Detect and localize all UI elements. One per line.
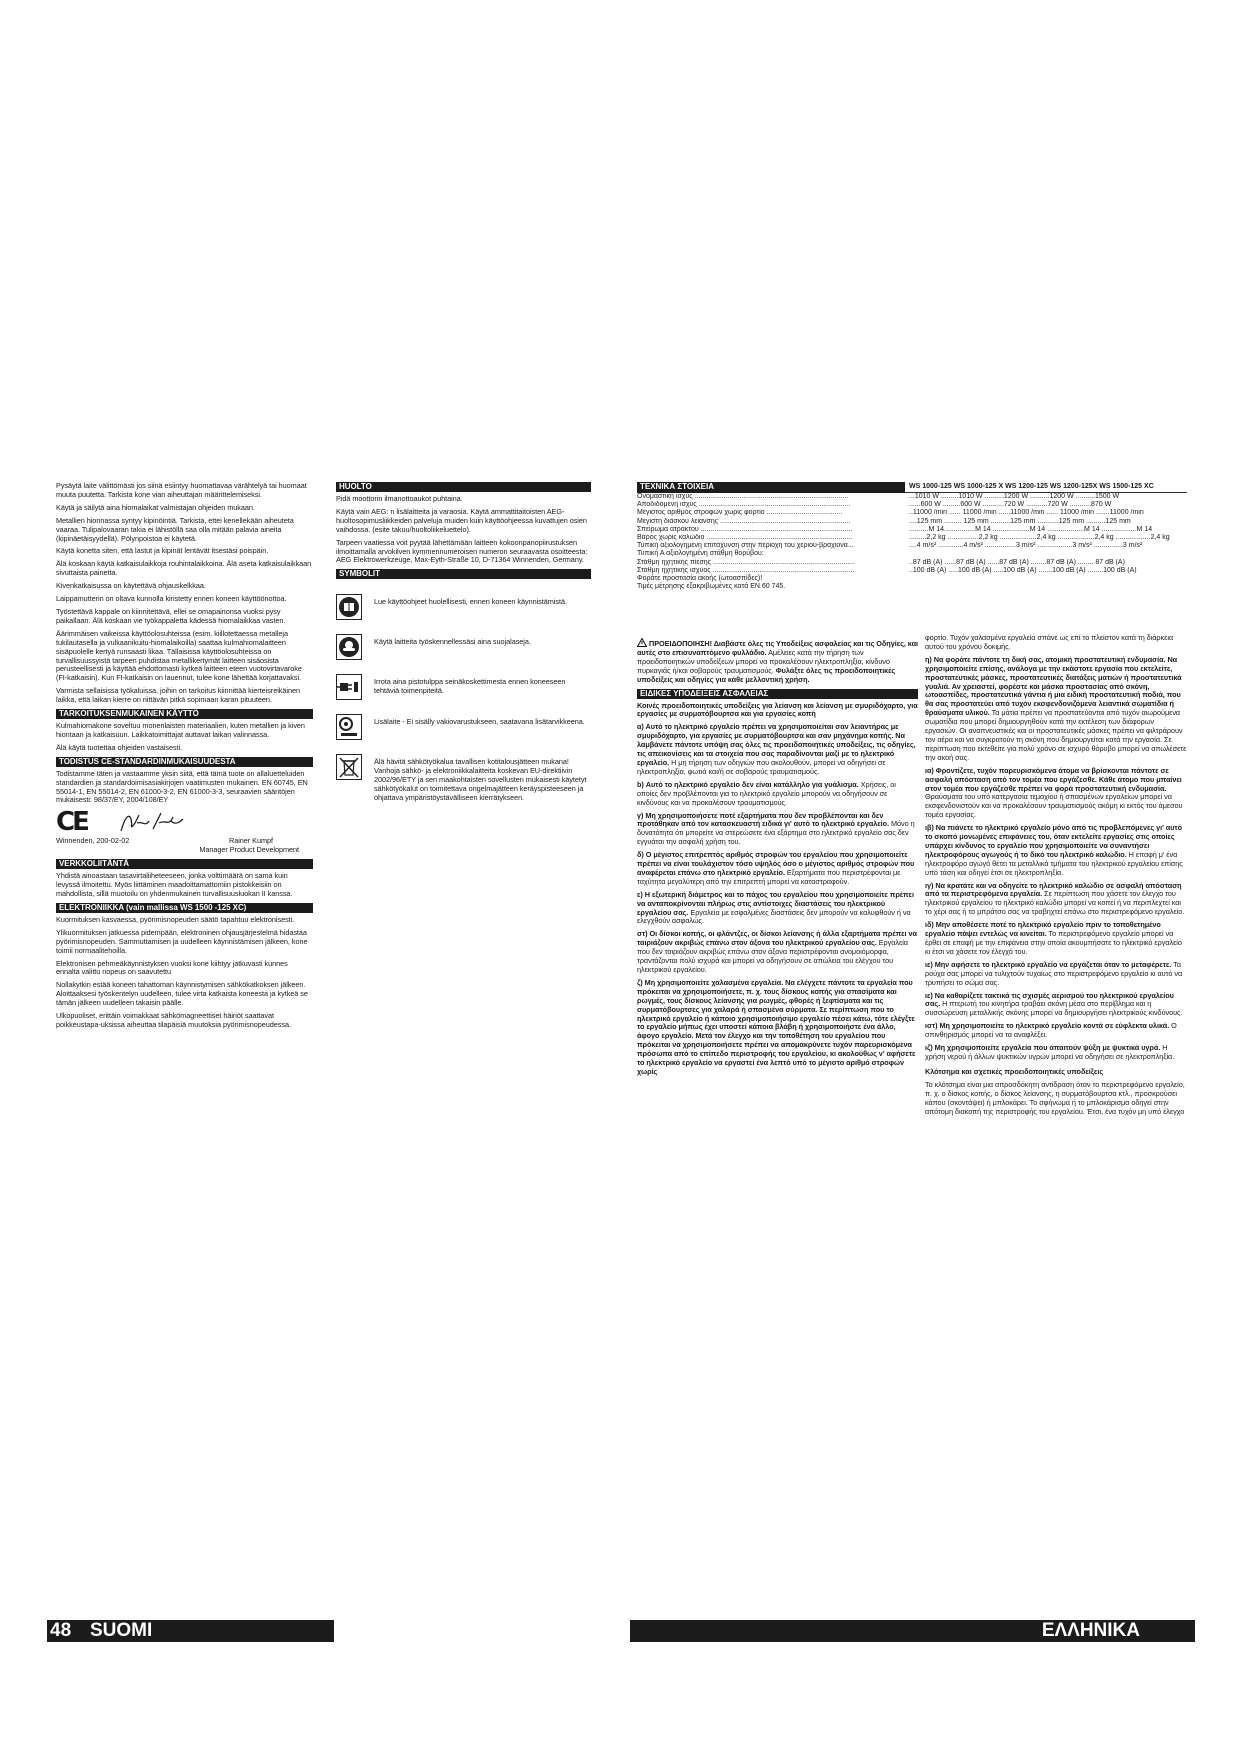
safety-item <box>925 634 1188 652</box>
safety-item <box>925 1022 1188 1040</box>
safety-item-bold: ιδ) Μην αποθέσετε ποτέ το ηλεκτρικό εργαλείο πριν το τοποθετημένο εργαλείο πάψει εντελώς να κινείται. <box>925 920 1161 939</box>
safety-item-text: Χρήσεις, οι οποίες δεν προβλέπονται για το ηλεκτρικό εργαλείο μπορούν να οδηγήσουν σε κινδύνους και να προκαλέσουν τραυματισμούς. <box>637 779 896 807</box>
paragraph: Työstettävä kappale on kiinnitettävä, ellei se omapainonsa vuoksi pysy paikallaan. Älä koskaan vie työkappaletta kädessä hiomalaikkaa vasten. <box>56 606 286 625</box>
symbol-text: Lue käyttöohjeet huolellisesti, ennen koneen käynnistämistä. <box>374 597 567 607</box>
paragraph: Elektronisen pehmeäkäynnistyksen vuoksi kone kiihtyy jatkuvasti kunnes ennalta valittu nopeus on saavutettu <box>56 958 288 977</box>
safety-item <box>925 992 1188 1019</box>
spec-values: ......600 W .........600 W ...........720 W ...........720 W ...........870 W <box>909 501 1112 509</box>
safety-item-bold: ιστ) Μη χρησιμοποιείτε το ηλεκτρικό εργαλείο κοντά σε εύφλεκτα υλικά. <box>925 1021 1170 1031</box>
spec-label: Στάθμη ηχητικής πίεσης ......................................................................... <box>637 558 855 566</box>
footer-left <box>47 1620 334 1642</box>
greek-column-1 <box>637 638 918 1081</box>
symbol-text: Käytä laitteita työskennellessäsi aina suojalaseja. <box>374 637 531 647</box>
paragraph: Laippamutterin on oltava kunnolla kiristetty ennen koneen käyttöönottoa. <box>56 594 287 604</box>
warning-text: Αμέλειες κατά την τήρηση των προειδοποιητικών υποδείξεων μπορεί να προκαλέσουν ηλεκτροπληξία, κίνδυνο πυρκαγιάς ή/και σοβαρούς τραυματισμούς. <box>637 647 890 675</box>
safety-item-bold: ζ) Μη χρησιμοποιείτε χαλασμένα εργαλεία. Να ελέγχετε πάντοτε τα εργαλεία που πρόκειται να χρησιμοποιήσετε, π. χ. τους δίσκους κοπής για σπασίματα και ρωγμές, τους δίσκους λείανσης για ρωγμές, φθορές ή ξεφτίσματα και τις συρματόβουρτσες για χαλαρά ή σπασμένα σύρματα. Σε περίπτωση που το ηλεκτρικό εργαλείο ή κάποιο χρησιμοποιήσιμο εργαλείο πέσει κάτω, τότε ελέγξτε το εργαλείο μήπως έχει υποστεί κάποια βλάβη ή χρησιμοποιήστε ένα άλλο, άφογο εργαλείο. Μετά τον έλεγχο και την τοποθέτηση του εργαλείου που πρόκειται να χρησιμοποιήσετε πρέπει να απομακρύνετε τυχόν παρευρισκόμενα πρόσωπα από το επίπεδο περιστροφής του εργαλείου, κι ακολούθως ν' αφήσετε το ηλεκτρικό εργαλείο να εργαστεί ένα λεπτό υπό το μέγιστο αριθμό στροφών χωρίς <box>637 977 916 1076</box>
spec-values: ....125 mm ......... 125 mm ..........125 mm ...........125 mm ..........125 mm <box>909 517 1131 525</box>
symbol-text: Älä hävitä sähkötyökalua tavallisen kotitalousjätteen mukana! Vanhoja sähkö- ja elektroniikkalaitteita koskevan EU-direktiivin 2002/96/ETY ja sen maakohtaisten sovellusten mukaisesti käytetyt sähkötyökalut on toimitettava ongelmajätteen keräyspisteeseen ja ohjattava ympäristöystävälliseen kierrätykseen. <box>374 757 587 802</box>
safety-item <box>925 921 1188 957</box>
paragraph: Älä käytä tuotettaa ohjeiden vastaisesti. <box>56 742 183 752</box>
safety-item <box>925 656 1188 763</box>
symbol-row <box>336 714 591 740</box>
safety-item-text: Το περιστρεφόμενο εργαλείο μπορεί να έρθει σε επαφή με την επιφάνεια στην οποία ακουμπήσατε το ηλεκτρικό εργαλείο κι έτσι να χάσετε τον έλεγχό του. <box>925 929 1182 956</box>
spec-values: ..........M 14................M 14 ...................M 14 ...................M 14 ..................M 14 <box>909 525 1153 533</box>
warning-block <box>637 638 918 685</box>
signature-place-date: Winnenden, 200-02-02 <box>56 836 130 846</box>
signature-title: Manager Product Development <box>199 845 299 855</box>
paragraph: Pidä moottorin ilmanottoaukot puhtaina. <box>336 494 463 503</box>
warning-heading: ΠΡΟΕΙΔΟΠΟΙΗΣΗ! Διαβάστε όλες τις Υποδείξεις ασφαλείας και τις Οδηγίες, και αυτές στο επισυναπτόμενο φυλλάδιο. <box>637 639 918 657</box>
safety-item <box>637 781 918 808</box>
spec-label: Ονομαστική ισχύς ............................................................................... <box>637 493 849 500</box>
read-manual-icon <box>336 594 362 620</box>
safety-item-text: Εργαλεία που δεν ταιριάζουν ακριβώς επάνω στον άξονα περιστρέφονται ανομοιόμορφα, τραντάζονται πολύ ισχυρά και μπορεί να οδηγήσουν σε απώλεια του ελέγχου του ηλεκτρικού εργαλείου. <box>637 938 908 974</box>
paragraph: Yhdistä ainoastaan tasavirtaliiheteeseen, jonka volttimäärä on sama kuin levyssä ilmoitettu. Myös liittäminen maadoittamattomiin pistokkeisiin on mahdollista, sillä muotoilu on yhdenmukainen turvallisuusluokan II kanssa. <box>56 871 293 898</box>
section-heading-intended-use: TARKOITUKSENMUKAINEN KÄYTTÖ <box>56 709 313 719</box>
safety-item-bold: δ) Ο μέγιστος επιτρεπτός αριθμός στροφών του εργαλείου που χρησιμοποιείτε πρέπει να είναι τουλάχιστον τόσο υψηλός όσο ο μέγιστος αριθμός στροφών που αναφέρεται επάνω στο ηλεκτρικό εργαλείο. <box>637 850 915 877</box>
spec-label: Στάθμη ηχητικής ισχύος ......................................................................... <box>637 566 855 574</box>
symbol-row <box>336 674 591 700</box>
paragraph: Ulkopuoliset, erittäin voimakkaat sähkömagneettiset häiriöt saattavat poikkeustapa-uksissa aiheuttaa tilapäisiä muutoksia pyörimisnopeudessa. <box>56 1011 291 1029</box>
kickback-heading: Κλότσημα και σχετικές προειδοποιητικές υποδείξεις <box>925 1066 1104 1076</box>
safety-item-text: Εξαρτήματα που περιστρέφονται με ταχύτητα μεγαλύτερη από την επιτρεπτή μπορεί να καταστραφούν. <box>637 867 901 886</box>
safety-item-text: Σε περίπτωση που χάσετε τον έλεγχο του ηλεκτρικού εργαλείου το ηλεκτρικό καλώδιο μπορεί να κοπεί ή να περιπλεχτεί και το χέρι σας ή το μπράτσο σας να τραβηχτεί επάνω στο περιστρεφόμενο εργαλείο. <box>925 889 1185 917</box>
paragraph: Kivenkatkaisussa on käytettävä ohjauskelkkaa. <box>56 581 206 591</box>
symbol-row <box>336 594 591 620</box>
safety-item-text: Η πτερωτή του κινητήρα τραβάει σκόνη μέσα στο περίβλημα και η συσσώρευση μεταλλικής σκόνης μπορεί να δημιουργήσει ηλεκτρικούς κινδύνους. <box>925 999 1183 1018</box>
safety-item <box>925 882 1188 918</box>
safety-item-bold: ιζ) Μη χρησιμοποιείτε εργαλεία που απαιτούν ψύξη με ψυκτικά υγρά. <box>925 1043 1161 1053</box>
paragraph: Käytä vain AEG: n lisälaitteita ja varaosia. Käytä ammattitaitoisten AEG-huoltosopimusliikkeiden palveluja muiden kuin käyttöohjeessa kuvattujen osien vaihdossa. (esite takuu/huoltoliikeluettelo). <box>336 506 587 534</box>
spec-row <box>637 534 1187 542</box>
paragraph: Kuormituksen kasvaessa, pyörimisnopeuden säätö tapahtuu elektronisesti. <box>56 914 295 924</box>
safety-item-bold: η) Να φοράτε πάντοτε τη δική σας, ατομική προστατευτική ενδυμασία. Να χρησιμοποιείτε επίσης, ανάλογα με την εκάστοτε εργασία που εκτελείτε, προστατευτικές μάσκες, προστατευτικές διατάξεις ματιών ή προστατευτικά γυαλιά. Αν χρειαστεί, φορέστε και μάσκα προστασίας από σκόνη, ωτοασπίδες, προστατευτικά γάντια ή μια ειδική προστατευτική ποδιά, που θα σας προστατεύει από τυχόν εκσφενδονιζόμενα λειαντικά σωματίδια ή θραύσματα υλικού. <box>925 654 1182 718</box>
spec-label: Μέγιστη διάσκου λείανσης ................................................................... <box>637 517 851 525</box>
language-label: ΕΛΛΗΝΙΚΑ <box>1041 1620 1140 1641</box>
safety-item <box>637 891 918 927</box>
spec-values: .........2,2 kg ................2,2 kg ...................2,4 kg ...................2,4 kg ..................2,4 kg <box>909 534 1170 542</box>
warning-keep: Φυλάξτε όλες τις προειδοποιητικές υποδείξεις και οδηγίες για κάθε μελλοντική χρήση. <box>637 665 896 684</box>
safety-item-bold: ια) Φροντίζετε, τυχόν παρευρισκόμενα άτομα να βρίσκονται πάντοτε σε ασφαλή απόσταση από τον τομέα που εργάζεσθε. Κάθε άτομο που μπαίνει στον τομέα που εργάζεσθε πρέπει να φορά προστατευτική ενδυμασία. <box>925 765 1182 793</box>
spec-label: Αποδιδόμενη ισχύς .............................................................................. <box>637 501 851 509</box>
section-heading-special-safety: ΕΙΔΙΚΕΣ ΥΠΟΔΕΙΞΕΙΣ ΑΣΦΑΛΕΙΑΣ <box>637 689 918 699</box>
safety-item-text: Ο σπινθηρισμός μπορεί να τα αναφλέξει. <box>925 1021 1177 1040</box>
safety-item-text: Τα μάτια πρέπει να προστατεύονται από τυχόν αιωρούμενα σωματίδια που μπορεί δημιουργηθούν κατά την εκτέλεση των διάφορων εργασιών. Οι αναπνευστικές και οι προστατευτικές μάσκες πρέπει να φιλτράρουν τον αέρα και να συγκρατούν τη σκόνη που δημιουργείται κατά την εργασία. Σε περίπτωση που εκτεθείτε για πολύ χρόνο σε ισχυρό θόρυβο μπορεί να απωλέσετε την ακοή σας. <box>925 708 1187 762</box>
safety-item-bold: b) Αυτό το ηλεκτρικό εργαλείο δεν είναι κατάλληλο για γυάλισμα. <box>637 779 859 789</box>
safety-item <box>925 1044 1188 1062</box>
ce-declaration-text: Todistamme täten ja vastaamme yksin siitä, että tämä tuote on allaluetteluiden standardien ja standardoimisasiakirjojen vaatimusten mukainen. EN 60745, EN 55014-1, EN 55014-2, EN 61000-3-2, EN 61000-3-3, seuraavien sääntöjen mukaisesti: 98/37/EY, 2004/108/EY <box>56 768 308 805</box>
kickback-text: Το κλότσημα είναι μια απροσδόκητη αντίδραση όταν το περιστρεφόμενο εργαλείο, π. χ. ο δίσκος κοπής, ο δίσκος λείανσης, η συρματόβουρτσα κτλ., προσκρούσει κάπου (σκοντάψει) ή μπλοκάρει. Το σφήνωμα ή το μπλοκάρισμα οδηγεί στην απότομη διακοπή της περιστροφής του εργαλείου. Έτσι, ένα τυχόν μη υπό έλεγχο <box>925 1079 1185 1116</box>
symbol-text: Irrota aina pistotulppa seinäkoskettimesta ennen koneeseen tehtäviä toimenpiteitä. <box>374 677 566 696</box>
safety-item-text: Θραύσματα του υπό κατεργασία τεμαχίου ή σπασμένων εργαλείων μπορεί να εκσφενδονιστούν και να προκαλέσουν τραυματισμούς ακόμη κι εκτός του άμεσου τομέα εργασίας. <box>925 792 1183 820</box>
finnish-column-1 <box>56 482 313 1034</box>
safety-item-text: Εργαλεία με εσφαλμένες διαστάσεις δεν μπορούν να καλυφθούν ή να ελεγχθούν ασφαλώς. <box>637 907 911 926</box>
spec-values: ..11000 /min ...... 11000 /min ......11000 /min ...... 11000 /min .......11000 /min <box>909 509 1144 517</box>
safety-item <box>637 979 918 1077</box>
symbol-row <box>336 754 591 803</box>
safety-item-text: φορτίο. Τυχόν χαλασμένα εργαλεία σπάνε ως επί το πλείστον κατά τη διάρκεια αυτού του χρόνου δοκιμής. <box>925 634 1174 651</box>
spec-label: Τυπική αξιολογημένη επιτάχυνση στην περιοχή του χεριού-βραχίονα... <box>637 542 854 550</box>
section-heading-mains-connection: VERKKOLIITÄNTÄ <box>56 859 313 869</box>
safety-item <box>925 961 1188 988</box>
section-heading-service: HUOLTO <box>336 482 591 492</box>
weee-bin-icon <box>336 754 362 780</box>
section-heading-technical-data: ΤΕΧΝΙΚΑ ΣΤΟΙΧΕΙΑ <box>637 482 905 493</box>
paragraph: Käytä ja säilytä aina hiomalaikat valmistajan ohjeiden mukaan. <box>56 502 255 512</box>
section-heading-symbols: SYMBOLIT <box>336 569 591 579</box>
technical-data-table <box>637 482 1187 591</box>
safety-item-bold: ιβ) Να πιάνετε το ηλεκτρικό εργαλείο μόνο από τις προβλεπόμενες γι' αυτό το σκοπό μονωμένες επιφάνειες του, όταν εκτελείτε εργασίες στις οποίες υπάρχει κίνδυνος το εργαλείο που χρησιμοποιείτε να συναντήσει ηλεκτροφόρους αγωγούς ή το δικό του ηλεκτρικό καλώδιο. <box>925 823 1183 859</box>
safety-item-text: Η επαφή μ' ένα ηλεκτροφόρο αγωγό θέτει τα μεταλλικά τμήματα του ηλεκτρικού εργαλείου επίσης υπό τάση και οδηγεί έτσι σε ηλεκτροπληξία. <box>925 849 1183 877</box>
section-heading-electronics: ELEKTRONIIKKA (vain mallissa WS 1500 -125 XC) <box>56 903 313 913</box>
paragraph: Äärimmäisen vaikeissa käyttöolosuhteissa (esim. kiillotettaessa metalleja tukilautasella ja vulkaanikuitu-hiomalaikoilla) saattaa kulmahiomalaitteen sisäpuolelle kertyä runsaasti likaa. Tällaisissa käyttöolosuhteissa on turvallisuussyistä tarpeen puhdistaa metallikertymät laitteen sisäosista perusteellisesti ja käyttää ehdottomasti kytkeä laitteen eteen vuotovirtavaroke (FI-katkaisin). Kun FI-katkaisin on lauennut, tulee kone lähettää korjattavaksi. <box>56 628 302 683</box>
spec-values: ....4 m/s² .............4 m/s² ................3 m/s² ..................3 m/s² ...............3 m/s² <box>909 542 1143 550</box>
accessory-icon <box>336 714 362 740</box>
section-heading-ce-declaration: TODISTUS CE-STANDARDINMUKAISUUDESTA <box>56 757 313 767</box>
unplug-icon <box>336 674 362 700</box>
signature-block <box>56 806 313 837</box>
spec-header-row <box>637 482 1187 493</box>
spec-values: ..100 dB (A) .....100 dB (A) .....100 dB (A) .......100 dB (A) ........100 dB (A) <box>909 566 1137 574</box>
spec-row <box>637 518 1187 526</box>
spec-label: Μέγιστος αριθμός στροφών χωρίς φορτίο ....................................... <box>637 509 843 517</box>
safety-item-bold: στ) Οι δίσκοι κοπής, οι φλάντζες, οι δίσκοι λείανσης ή άλλα εξαρτήματα πρέπει να ταιριάζουν ακριβώς επάνω στον άξονα του ηλεκτρικού εργαλείου σας. <box>637 929 917 948</box>
safety-item-text: Τα ρούχα σας μπορεί να τυλιχτούν τυχαίως στο περιστρεφόμενο εργαλείο κι αυτό να τρυπήσει το σώμα σας. <box>925 959 1183 987</box>
common-warnings-heading: Κοινές προειδοποιητικές υποδείξεις για λείανση και λείανση με σμυριδόχαρτο, για εργασίες με συρματόβουρτσα και για εργασίες κοπή <box>637 700 918 719</box>
safety-item-bold: γ) Μη χρησιμοποιήσετε ποτέ εξαρτήματα που δεν προβλέπονται και δεν προτάθηκαν από τον κατασκευαστή ειδικά γι' αυτό το ηλεκτρικό εργαλείο. <box>637 810 890 829</box>
spec-values: ...1010 W .........1010 W ..........1200 W ..........1200 W ..........1500 W <box>909 493 1120 500</box>
noise-title: Τυπική Α αξιολογημένη στάθμη θορύβου: <box>637 550 764 558</box>
paragraph: Käytä konetta siten, että lastut ja kipinät lentävät itsestäsi poispäin. <box>56 546 269 556</box>
spec-row <box>637 526 1187 534</box>
safety-item <box>637 812 918 848</box>
spec-model-names: WS 1000-125 WS 1000-125 X WS 1200-125 WS 1200-125X WS 1500-125 XC <box>905 482 1187 493</box>
safety-item-bold: α) Αυτό το ηλεκτρικό εργαλείο πρέπει να χρησιμοποιείται σαν λειαντήρας με σμυριδόχαρτο, για εργασίες με συρματόβουρτσα και σαν μηχάνημα κοπής. Να λαμβάνετε πάντοτε υπόψη σας όλες τις προειδοποιητικές υποδείξεις, τις οδηγίες, τις απεικονίσεις και τα στοιχεία που σας παραδίνονται μαζί με το ηλεκτρικό εργαλείο. <box>637 722 916 767</box>
spec-label: Σπείρωμα ατράκτου .............................................................................. <box>637 525 853 533</box>
greek-column-2 <box>925 634 1188 1120</box>
safety-item-text: Μόνο η δυνατότητα ότι μπορείτε να στερεώσετε ένα εξάρτημα στο ηλεκτρικό εργαλείο σας δεν εγγυάται την ασφαλή χρήση του. <box>637 819 915 847</box>
safety-goggles-icon <box>336 634 362 660</box>
safety-item <box>925 824 1188 877</box>
spec-row <box>637 493 1187 501</box>
spec-row <box>637 567 1187 575</box>
ear-protection-note: Φοράτε προστασία ακοής (ωτοασπίδες)! <box>637 575 763 583</box>
safety-item-bold: ιε) Να καθαρίζετε τακτικά τις σχισμές αερισμού του ηλεκτρικού εργαλείου σας. <box>925 990 1174 1009</box>
symbol-row <box>336 634 591 660</box>
spec-label: Βάρος χωρίς καλώδιο ........................................................................... <box>637 534 853 542</box>
safety-item-text: Η μη τήρηση των οδηγιών που ακολουθούν, μπορεί να οδηγήσει σε ηλεκτροπληξία, φωτιά και/ή σε σοβαρούς τραυματισμούς. <box>637 757 886 776</box>
spec-values: ..87 dB (A) ......87 dB (A) ......87 dB (A) ........87 dB (A) ........ 87 dB (A) <box>909 558 1125 566</box>
safety-item <box>637 851 918 887</box>
measurement-note: Τιμές μέτρησης εξακριβωμένες κατά EN 60 745. <box>637 583 786 591</box>
safety-item-bold: ιγ) Να κρατάτε και να οδηγείτε το ηλεκτρικό καλώδιο σε ασφαλή απόσταση από τα περιστρεφόμενα εργαλεία. <box>925 880 1182 899</box>
ce-mark-icon: CE <box>56 806 87 837</box>
paragraph: Kulmahiomakone soveltuu monenlaisten materiaalien, kuten metallien ja kiven hiontaan ja katkaisuun. Laikkatoimittajat auttavat laikan valinnassa. <box>56 721 305 739</box>
spec-row <box>637 509 1187 517</box>
warning-triangle-icon <box>637 638 647 647</box>
paragraph: Varmista sellaisissa työkaluissa, joihin on tarkoitus kiinnittää kierteisreikäinen laikka, että laikan kierre on riittävän pitkä sopimaan karan pituuteen. <box>56 686 300 705</box>
safety-item-bold: ε) Η εξωτερική διάμετρος και το πάχος του εργαλείου που χρησιμοποιείτε πρέπει να ανταποκρίνονται πλήρως στις αντίστοιχες διαστάσεις του ηλεκτρικού εργαλείου σας. <box>637 889 914 917</box>
page-number: 48 <box>50 1620 72 1641</box>
paragraph: Metallien hionnassa syntyy kipinöintiä. Tarkista, ettei kenellekään aiheuteta vaaraa. Tulipalovaaran takia ei lähistöllä saa olla mitään palavia aineita (kipinäetäisyydellä). Pölynpoistoa ei käytetä. <box>56 515 294 543</box>
language-label: SUOMI <box>90 1620 153 1641</box>
spec-row <box>637 559 1187 567</box>
safety-item <box>925 767 1188 820</box>
paragraph: Pysäytä laite välittömästi jos siinä esiintyy huomattavaa värähtelyä tai huomaat muuta puutetta. Tarkista kone vian aiheuttajan määrittelemiseksi. <box>56 481 307 499</box>
symbol-text: Lisälaite - Ei sisälly vakiovarustukseen, saatavana lisätarvikkeena. <box>374 717 585 727</box>
paragraph: Älä koskaan käytä katkaisulaikkoja rouhintalaikkoina. Älä aseta katkaisulaikkaan sivuttaista painetta. <box>56 559 312 578</box>
paragraph: Nollakytkin estää koneen tahattoman käynnistymisen sähkökatkoksen jälkeen. Aloittaaksesi työskentelyn uudelleen, tulee virta katkaista koneesta ja kytkeä se tämän jälkeen uudelleen takaisin päälle. <box>56 980 308 1008</box>
paragraph: Tarpeen vaatiessa voit pyytää lähettämään laitteen kokoonpanopiirustuksen ilmoittamalla arvokilven kymmennumeroisen numeron seuraavasta osoitteesta: AEG Elektrowerkzeuge, Max-Eyth-Straße 10, D-71364 Winnenden, Germany. <box>336 537 588 565</box>
footer-right <box>630 1620 1195 1642</box>
finnish-column-2 <box>336 482 591 817</box>
safety-item-text: Η χρήση νερού ή άλλων ψυκτικών υγρών μπορεί να οδηγήσει σε ηλεκτροπληξία. <box>925 1043 1175 1061</box>
signature-name: Rainer Kumpf <box>228 836 273 846</box>
spec-row <box>637 501 1187 509</box>
signature-icon <box>117 809 187 835</box>
safety-item <box>637 723 918 776</box>
safety-item <box>637 930 918 975</box>
safety-item-bold: ιε) Μην αφήσετε το ηλεκτρικό εργαλείο να εργάζεται όταν το μεταφέρετε. <box>925 959 1172 969</box>
paragraph: Ylikuormituksen jatkuessa pidempään, elektroninen ohjausjärjestelmä hidastaa pyörimisnopeuden. Sammuttamisen ja uudelleen käynnistämisen jälkeen, kone toimii normaalitehoilla. <box>56 927 308 955</box>
